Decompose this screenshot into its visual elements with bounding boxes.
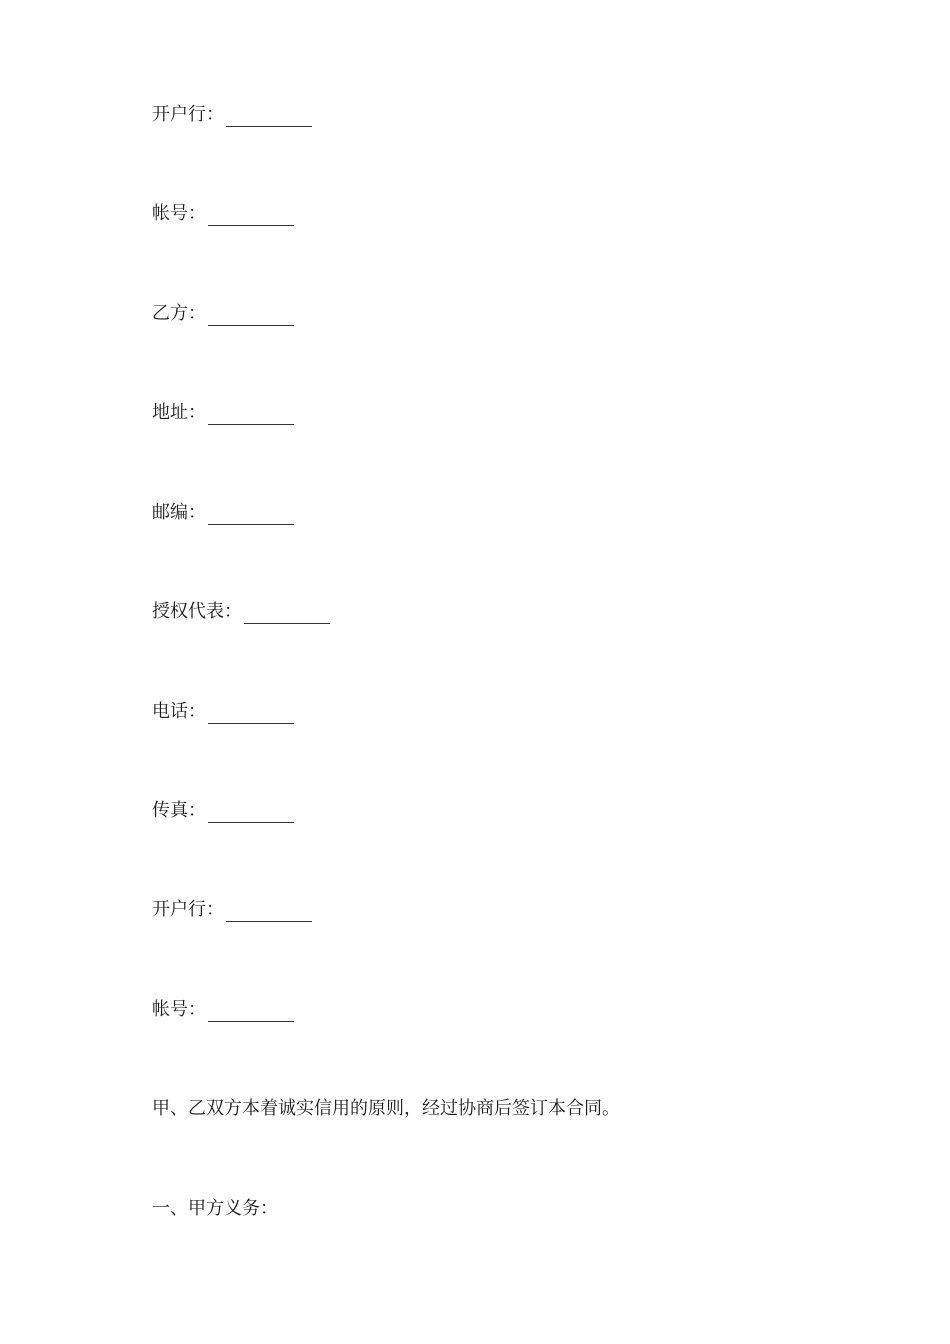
blank-underline [226, 901, 312, 922]
blank-underline [208, 404, 294, 425]
field-label: 地址： [152, 402, 206, 423]
field-fax [152, 799, 294, 823]
field-label: 开户行： [152, 899, 224, 920]
field-postcode [152, 501, 294, 525]
field-label: 开户行： [152, 104, 224, 125]
blank-underline [208, 504, 294, 525]
field-party-b [152, 302, 294, 326]
blank-underline [244, 603, 330, 624]
field-account [152, 202, 294, 226]
field-label: 电话： [152, 701, 206, 722]
field-bank [152, 103, 312, 127]
field-label: 授权代表： [152, 601, 242, 622]
blank-underline [208, 205, 294, 226]
blank-underline [208, 802, 294, 823]
field-label: 传真： [152, 800, 206, 821]
blank-underline [208, 305, 294, 326]
blank-underline [226, 106, 312, 127]
field-address [152, 401, 294, 425]
blank-underline [208, 1001, 294, 1022]
field-account-2 [152, 998, 294, 1022]
blank-underline [208, 703, 294, 724]
field-phone [152, 700, 294, 724]
field-label: 帐号： [152, 203, 206, 224]
agreement-paragraph: 甲、乙双方本着诚实信用的原则，经过协商后签订本合同。 [152, 1098, 620, 1119]
field-label: 帐号： [152, 999, 206, 1020]
field-label: 邮编： [152, 502, 206, 523]
field-bank-2 [152, 898, 312, 922]
field-representative [152, 600, 330, 624]
section-heading: 一、甲方义务： [152, 1198, 278, 1219]
field-label: 乙方： [152, 303, 206, 324]
